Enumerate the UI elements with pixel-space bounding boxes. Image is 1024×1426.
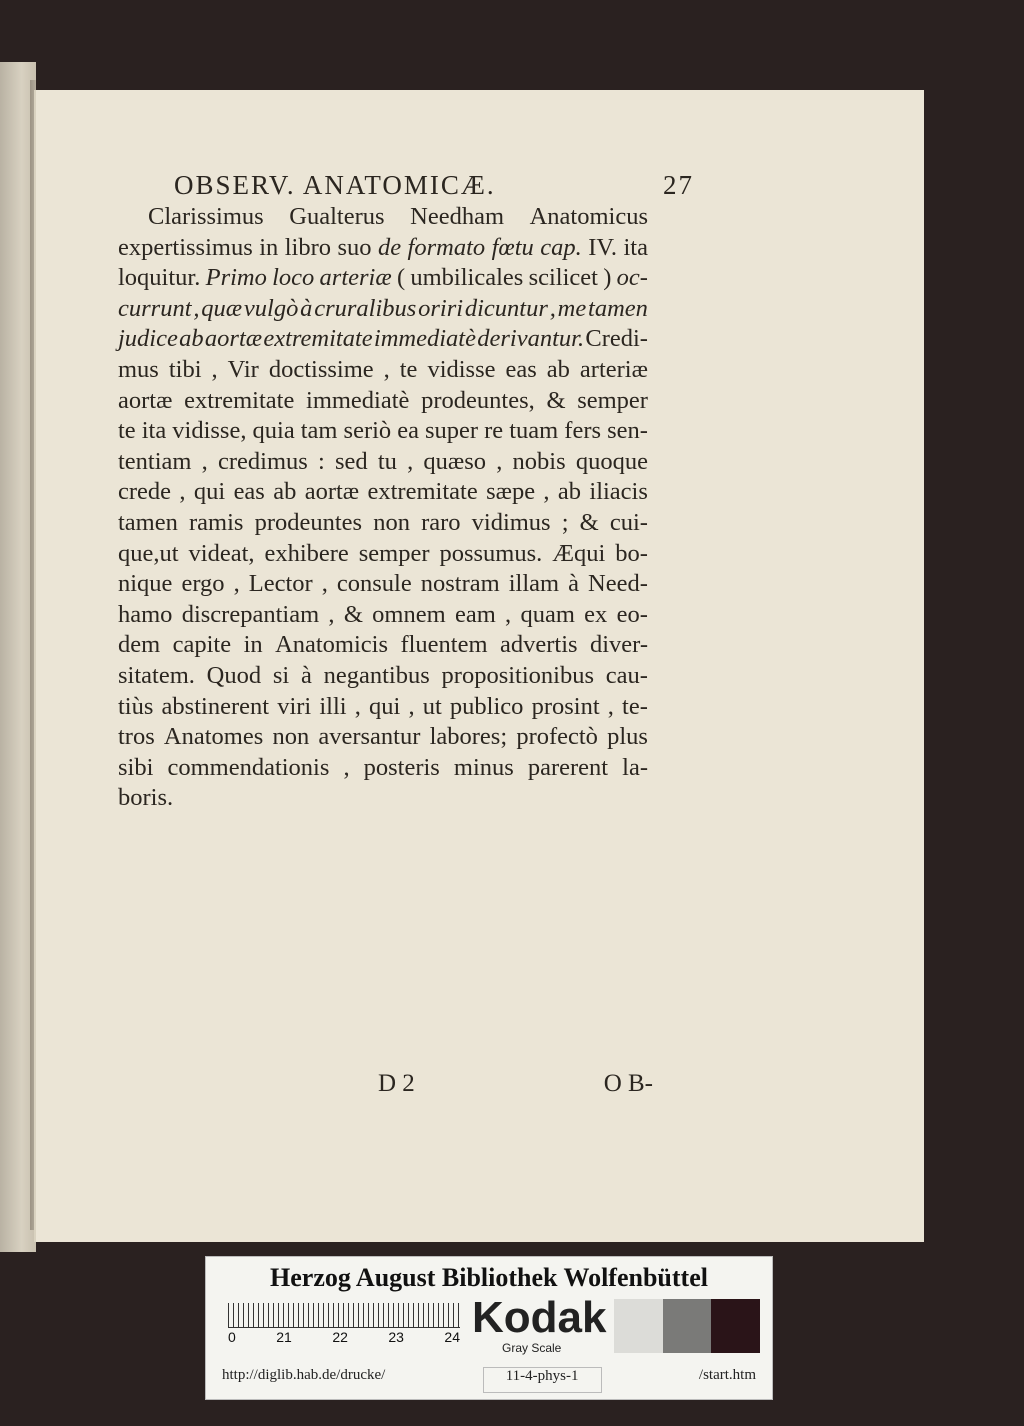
word: tiùs (118, 692, 154, 720)
word: prodeuntes, (421, 386, 535, 414)
word: in (243, 631, 263, 659)
word: tibi (168, 355, 202, 383)
text-line (118, 508, 648, 539)
word: & (343, 600, 363, 628)
word: quæ (201, 294, 243, 322)
word: , (543, 478, 550, 506)
kodak-logo: Kodak (472, 1293, 607, 1342)
ruler-number: 24 (444, 1329, 460, 1345)
word: illi (319, 692, 347, 720)
word: eas (233, 478, 265, 506)
book-page (34, 90, 924, 1242)
word: aortæ (118, 386, 173, 414)
word: loco (272, 264, 315, 292)
word: nique (118, 570, 173, 598)
ruler (228, 1303, 460, 1349)
text-line (118, 722, 648, 753)
word: , (505, 600, 512, 628)
word: arteriæ (579, 355, 648, 383)
word: Gualterus (289, 203, 385, 230)
word: , (408, 692, 415, 720)
word: , (496, 447, 503, 475)
word: aversantur (318, 723, 421, 751)
word: oc- (616, 264, 648, 292)
word: , (607, 692, 614, 720)
word: te (118, 417, 136, 445)
text-line (118, 692, 648, 723)
word: umbilicales (410, 264, 524, 292)
word: parerent (527, 753, 609, 781)
word: tuam (509, 417, 559, 445)
ruler-numbers (228, 1329, 460, 1345)
word: bo- (615, 539, 648, 567)
word: ex (584, 600, 608, 628)
word: fluentem (400, 631, 488, 659)
word: aortæ (304, 478, 360, 506)
word: expertissimus (118, 233, 253, 261)
word: nostram (420, 570, 500, 598)
word: cau- (605, 661, 648, 689)
word: tam (300, 417, 338, 445)
word: videat, (188, 539, 255, 567)
running-head-title: OBSERV. ANATOMICÆ. (174, 170, 496, 200)
word: , (233, 570, 240, 598)
word: minus (453, 753, 514, 781)
url-strip (206, 1367, 772, 1393)
word: Anatomicis (275, 631, 389, 659)
word: tu (377, 447, 397, 475)
word: discrepantiam (181, 600, 320, 628)
word: Anatomes (163, 723, 264, 751)
word: ab (546, 355, 570, 383)
word: ab (557, 478, 582, 506)
word: ea (397, 417, 419, 445)
word: oriri (418, 294, 464, 322)
word: , (549, 294, 556, 322)
word: ita (141, 417, 167, 445)
text-line (118, 202, 648, 233)
word: advertis (499, 631, 578, 659)
word: currunt (118, 294, 192, 322)
word: judice (118, 325, 178, 353)
shelfmark: 11-4-phys-1 (483, 1367, 602, 1393)
word: la- (622, 753, 648, 781)
word: qui (369, 692, 401, 720)
word: me (557, 294, 587, 322)
word: quia (252, 417, 295, 445)
text-line (118, 324, 648, 355)
library-title: Herzog August Bibliothek Wolfenbüttel (270, 1263, 708, 1292)
word: Vir (227, 355, 259, 383)
running-head (174, 170, 694, 201)
word: ergo (181, 570, 225, 598)
text-line (118, 416, 648, 447)
word: sen- (607, 417, 648, 445)
word: diver- (589, 631, 648, 659)
word: ab (273, 478, 297, 506)
text-line (118, 539, 648, 570)
word: loquitur. (118, 264, 201, 292)
word: ita (623, 233, 648, 261)
word: propositionibus (441, 661, 595, 689)
page-footer (378, 1070, 653, 1098)
word: publico (449, 692, 524, 720)
word: non (373, 508, 410, 536)
word: formato (407, 233, 486, 261)
word: scilicet (528, 264, 598, 292)
word: extremitate (263, 325, 373, 353)
gray-scale-label: Gray Scale (502, 1341, 562, 1355)
word: tentiam (118, 447, 192, 475)
word: semper (358, 539, 430, 567)
word: dem (118, 631, 161, 659)
word: extremitate (184, 386, 295, 414)
text-line (118, 600, 648, 631)
text-line (118, 569, 648, 600)
word: arteriæ (319, 264, 392, 292)
gray-scale-swatches (614, 1299, 760, 1353)
word: , (407, 447, 414, 475)
word: , (321, 570, 328, 598)
word: fœtu (491, 233, 534, 261)
text-line (118, 386, 648, 417)
url-right: /start.htm (698, 1367, 756, 1383)
word: non (272, 723, 310, 751)
word: , (343, 753, 350, 781)
ruler-number: 21 (276, 1329, 292, 1345)
word: abstinerent (161, 692, 270, 720)
word: negantibus (323, 661, 430, 689)
word: exhibere (264, 539, 349, 567)
word: sibi (118, 753, 154, 781)
text-line (118, 294, 648, 325)
word: capite (172, 631, 232, 659)
word: eas (505, 355, 537, 383)
word: extremitate (367, 478, 478, 506)
word: te (399, 355, 418, 383)
word: vidisse, (172, 417, 247, 445)
word: quoque (575, 447, 648, 475)
word: credimus (217, 447, 308, 475)
word: super (425, 417, 479, 445)
word: illam (508, 570, 560, 598)
word: Credi- (585, 325, 648, 353)
word: & (546, 386, 566, 414)
word: immediatè (373, 325, 476, 353)
text-line (118, 447, 648, 478)
word: aortæ (204, 325, 263, 353)
word: Need- (588, 570, 648, 598)
word: in (259, 233, 279, 261)
ruler-number: 23 (388, 1329, 404, 1345)
word: commendationis (167, 753, 330, 781)
word: hamo (118, 600, 173, 628)
word: ; (561, 508, 569, 536)
word: prosint (531, 692, 600, 720)
text-line (118, 783, 648, 814)
text-line (118, 263, 648, 294)
word: profectò (516, 723, 598, 751)
gray-swatch (711, 1299, 760, 1353)
word: Lector (248, 570, 313, 598)
word: à (300, 661, 312, 689)
signature-mark: D 2 (378, 1070, 415, 1097)
text-line (118, 233, 648, 264)
word: , (193, 294, 200, 322)
word: vulgò (243, 294, 299, 322)
gray-swatch (614, 1299, 663, 1353)
word: IV. (588, 233, 618, 261)
word: ramis (189, 508, 244, 536)
word: vidimus (471, 508, 551, 536)
word: ( (396, 264, 406, 292)
word: plus (607, 723, 648, 751)
word: seriò (343, 417, 392, 445)
word: que,ut (118, 539, 179, 567)
word: Needham (410, 203, 504, 230)
url-left: http://diglib.hab.de/drucke/ (222, 1367, 386, 1383)
word: derivantur. (477, 325, 585, 353)
word: te- (622, 692, 648, 720)
word: , (179, 478, 186, 506)
word: iliacis (589, 478, 648, 506)
word: , (201, 447, 208, 475)
word: re (484, 417, 504, 445)
word: doctissime (268, 355, 374, 383)
word: sed (334, 447, 368, 475)
ruler-ticks (228, 1303, 460, 1328)
word: eam (454, 600, 496, 628)
word: ) (603, 264, 612, 292)
word: sæpe (486, 478, 536, 506)
word: posteris (363, 753, 440, 781)
word: : (317, 447, 325, 475)
text-line (118, 630, 648, 661)
word: fers (564, 417, 602, 445)
text-line (118, 661, 648, 692)
word: boris. (118, 784, 174, 812)
word: mus (118, 355, 159, 383)
word: Quod (206, 661, 262, 689)
word: tamen (588, 294, 648, 322)
catchword: O B- (603, 1070, 653, 1097)
word: tamen (118, 508, 178, 536)
body-paragraph (118, 202, 648, 814)
word: qui (193, 478, 226, 506)
word: raro (421, 508, 461, 536)
word: nobis (512, 447, 566, 475)
text-line (118, 355, 648, 386)
word: ut (422, 692, 442, 720)
word: dicuntur (464, 294, 548, 322)
page-number: 27 (663, 170, 694, 200)
text-line (118, 753, 648, 784)
text-line (118, 477, 648, 508)
word: cruralibus (314, 294, 417, 322)
word: Clarissimus (148, 203, 264, 230)
word: cap. (540, 233, 582, 261)
word: à (568, 570, 579, 598)
word: consule (336, 570, 412, 598)
word: quæso (423, 447, 487, 475)
word: tros (118, 723, 155, 751)
word: prodeuntes (254, 508, 363, 536)
word: cui- (609, 508, 648, 536)
gray-swatch (663, 1299, 712, 1353)
ruler-number: 22 (332, 1329, 348, 1345)
word: viri (277, 692, 312, 720)
word: libro (284, 233, 331, 261)
word: de (377, 233, 402, 261)
word: vidisse (427, 355, 496, 383)
word: , (211, 355, 218, 383)
word: eo- (616, 600, 648, 628)
word: à (300, 294, 313, 322)
word: possumus. (439, 539, 543, 567)
word: omnem (372, 600, 446, 628)
word: Primo (205, 264, 267, 292)
word: immediatè (306, 386, 410, 414)
word: , (383, 355, 390, 383)
word: Anatomicus (529, 203, 648, 230)
word: crede (118, 478, 172, 506)
word: , (328, 600, 335, 628)
word: ab (179, 325, 204, 353)
word: , (354, 692, 361, 720)
ruler-number: 0 (228, 1329, 236, 1345)
word: & (579, 508, 599, 536)
word: quam (520, 600, 575, 628)
library-color-target (205, 1256, 773, 1400)
word: sitatem. (118, 661, 195, 689)
word: labores; (429, 723, 508, 751)
word: suo (337, 233, 372, 261)
word: si (272, 661, 290, 689)
word: semper (577, 386, 648, 414)
word: Æqui (552, 539, 606, 567)
